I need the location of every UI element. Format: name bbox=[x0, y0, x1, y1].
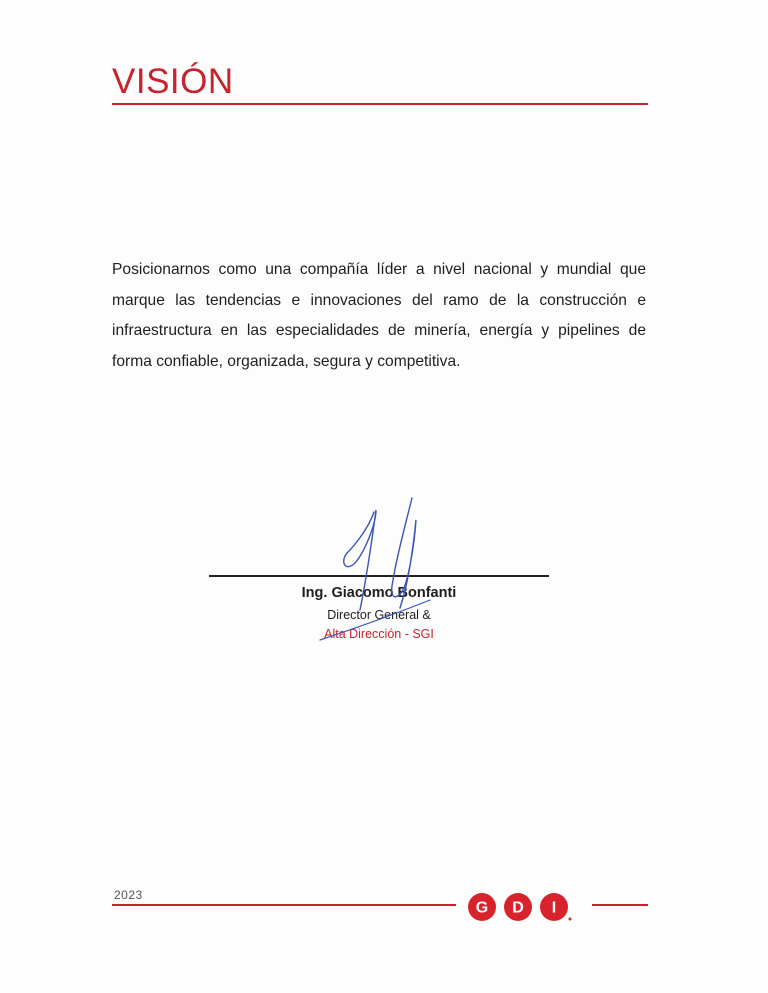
signatory-department: Alta Dirección - SGI bbox=[324, 627, 434, 641]
logo-letter-d: D bbox=[512, 899, 524, 917]
footer-rule-left bbox=[112, 904, 456, 906]
signatory-role: Director General & bbox=[327, 608, 431, 622]
gdi-logo bbox=[462, 891, 590, 923]
footer-rule-right bbox=[592, 904, 648, 906]
handwritten-signature bbox=[300, 490, 450, 660]
logo-letter-i: I bbox=[551, 899, 557, 917]
title-underline bbox=[112, 103, 648, 105]
vision-statement: Posicionarnos como una compañía líder a nivel nacional y mundial que marque las tendencias e innovaciones del ramo de la construcción e infraestructura en las especialidades de minería, energía y pipelines de forma confiable, organizada, segura y competitiva. bbox=[112, 261, 646, 370]
signatory-name: Ing. Giacomo Bonfanti bbox=[301, 585, 457, 601]
logo-letter-g: G bbox=[475, 899, 489, 917]
page-title: VISIÓN bbox=[112, 62, 234, 101]
footer-year: 2023 bbox=[114, 888, 143, 902]
